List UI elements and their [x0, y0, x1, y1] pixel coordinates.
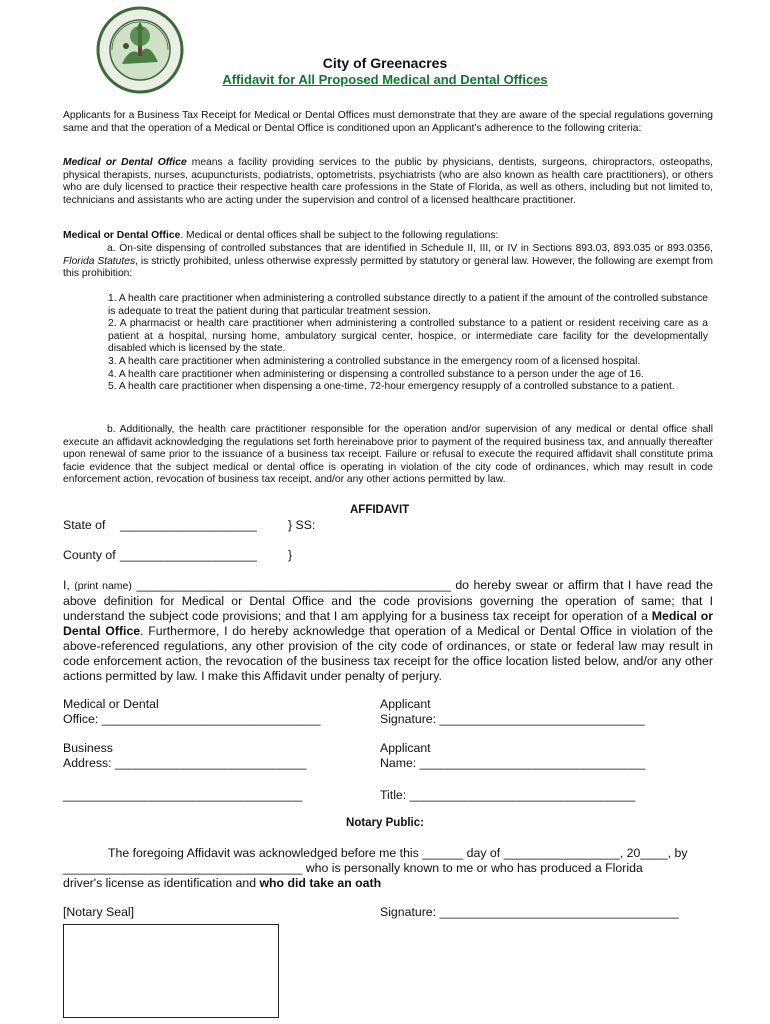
statement-i: I,: [63, 578, 75, 592]
county-field[interactable]: ____________________: [120, 548, 257, 562]
exemption-item: 5. A health care practitioner when dispensing a one-time, 72-hour emergency resupply of a controlled substance to a patient.: [108, 381, 675, 393]
office-label: Medical or Dental: [63, 697, 159, 711]
affidavit-heading: AFFIDAVIT: [350, 504, 410, 516]
applicant-name-line[interactable]: Name: _________________________________: [380, 756, 646, 770]
affidavit-statement: [63, 578, 713, 684]
print-name-field[interactable]: ______________________________________________: [131, 578, 456, 592]
business-address-line[interactable]: Address: ____________________________: [63, 756, 307, 770]
exemptions-list: [108, 293, 708, 394]
statement-text-2: . Furthermore, I do hereby acknowledge that operation of a Medical or Dental Office in violation of the above-referenced regulations, any other provision of the city code of ordinances, or state or federal law may result in code enforcement action, the revocation of the business tax receipt for the office location listed below, and/or any other actions permitted by law. I make this Affidavit under penalty of perjury.: [63, 624, 713, 683]
applicant-signature-field[interactable]: [380, 697, 645, 727]
notary-line-2: ___________________________________ who is personally known to me or who has produced a Florida: [63, 861, 643, 875]
statement-text: do hereby swear or affirm that I have read the above definition for Medical or Dental Office and the code provisions governing the operation of same; that I understand the subject code provisions; and that I am applying for a business tax receipt for operation of a: [63, 578, 713, 623]
applicant-name-label: Applicant: [380, 741, 431, 755]
applicant-name-field[interactable]: [380, 741, 645, 771]
ss-label: } SS:: [288, 518, 316, 532]
title-field[interactable]: Title: _________________________________: [380, 788, 636, 802]
state-field[interactable]: ____________________: [120, 518, 257, 532]
exemption-item: 1. A health care practitioner when administering a controlled substance directly to a patient if the amount of the controlled substance is adequate to treat the patient during that particular treatment session.: [108, 293, 708, 317]
business-address-field[interactable]: [63, 741, 306, 771]
notary-seal-label: [Notary Seal]: [63, 905, 135, 919]
address-line-2[interactable]: ___________________________________: [63, 788, 303, 802]
applicant-signature-line[interactable]: Signature: ______________________________: [380, 712, 645, 726]
print-name-label: (print name): [74, 580, 132, 592]
notary-signature-field[interactable]: Signature: ___________________________________: [380, 905, 679, 919]
office-field[interactable]: [63, 697, 321, 727]
page-title: City of Greenacres: [322, 55, 448, 71]
notary-line-3-text: driver's license as identification and: [63, 876, 260, 890]
definition-paragraph: [63, 157, 713, 207]
definition-text: means a facility providing services to the public by physicians, dentists, surgeons, chiropractors, osteopaths, physical therapists, nurses, acupuncturists, podiatrists, optometrists, psychiatrists (who are also known as health care practitioners), or others who are duly licensed to practice their respective health care professions in the State of Florida, as well as others, including but not limited to, technicians and assistants who are acting under the supervision and control of a licensed healthcare practitioner.: [63, 157, 713, 206]
county-label: County of: [63, 548, 116, 562]
regulation-a-text: a. On-site dispensing of controlled substances that are identified in Schedule II, III, or IV in Sections 893.03, 893.035 or 893.0356,: [107, 243, 713, 254]
intro-paragraph: Applicants for a Business Tax Receipt for Medical or Dental Offices must demonstrate that they are aware of the special regulations governing same and that the operation of a Medical or Dental Office is conditioned upon an Applicant’s adherence to the following criteria:: [63, 110, 713, 134]
business-label: Business: [63, 741, 113, 755]
statement-bold: Medical or Dental Office: [63, 609, 713, 638]
notary-line-3: [63, 876, 381, 891]
definition-term: Medical or Dental Office: [63, 157, 187, 168]
regulation-a-statute: Florida Statutes: [63, 255, 136, 267]
page-subtitle: Affidavit for All Proposed Medical and Dental Offices: [222, 72, 548, 87]
regulations-term: Medical or Dental Office: [63, 230, 181, 241]
regulation-a-text-2: , is strictly prohibited, unless otherwise expressly permitted by statutory or general law. However, the following are exempt from this prohibition:: [63, 255, 713, 280]
county-brace: }: [288, 548, 293, 562]
exemption-item: 4. A health care practitioner when administering or dispensing a controlled substance to a person under the age of 16.: [108, 368, 644, 380]
exemption-item: 2. A pharmacist or health care practitioner when administering a controlled substance to a patient or resident receiving care as a patient at a hospital, nursing home, ambulatory surgical center, hospice, or intermediate care facility for the developmentally disabled which is licensed by the state.: [108, 318, 708, 355]
notary-heading: Notary Public:: [346, 817, 424, 829]
regulation-item-b: b. Additionally, the health care practitioner responsible for the operation and/or supervision of any medical or dental office shall execute an affidavit acknowledging the regulations set forth hereinabove prior to payment of the required business tax, and annually thereafter upon renewal of same prior to the issuance of a business tax receipt. Failure or refusal to execute the required affidavit shall constitute prima facie evidence that the subject medical or dental office is operating in violation of the city code of ordinances, which may result in code enforcement action, revocation of business tax receipt, and/or any other actions permitted by law.: [63, 424, 713, 486]
notary-seal-box: [63, 924, 279, 1018]
office-line[interactable]: Office: ________________________________: [63, 712, 321, 726]
regulation-item-a: [63, 243, 713, 281]
regulations-text: . Medical or dental offices shall be subject to the following regulations:: [180, 230, 499, 241]
notary-line-1: The foregoing Affidavit was acknowledged before me this ______ day of _________________, 20____, by: [108, 846, 688, 860]
exemption-item: 3. A health care practitioner when administering a controlled substance in the emergency room of a licensed hospital.: [108, 355, 641, 367]
notary-oath-text: who did take an oath: [259, 876, 382, 890]
state-label: State of: [63, 518, 106, 532]
applicant-signature-label: Applicant: [380, 697, 431, 711]
regulations-heading: [63, 230, 713, 243]
